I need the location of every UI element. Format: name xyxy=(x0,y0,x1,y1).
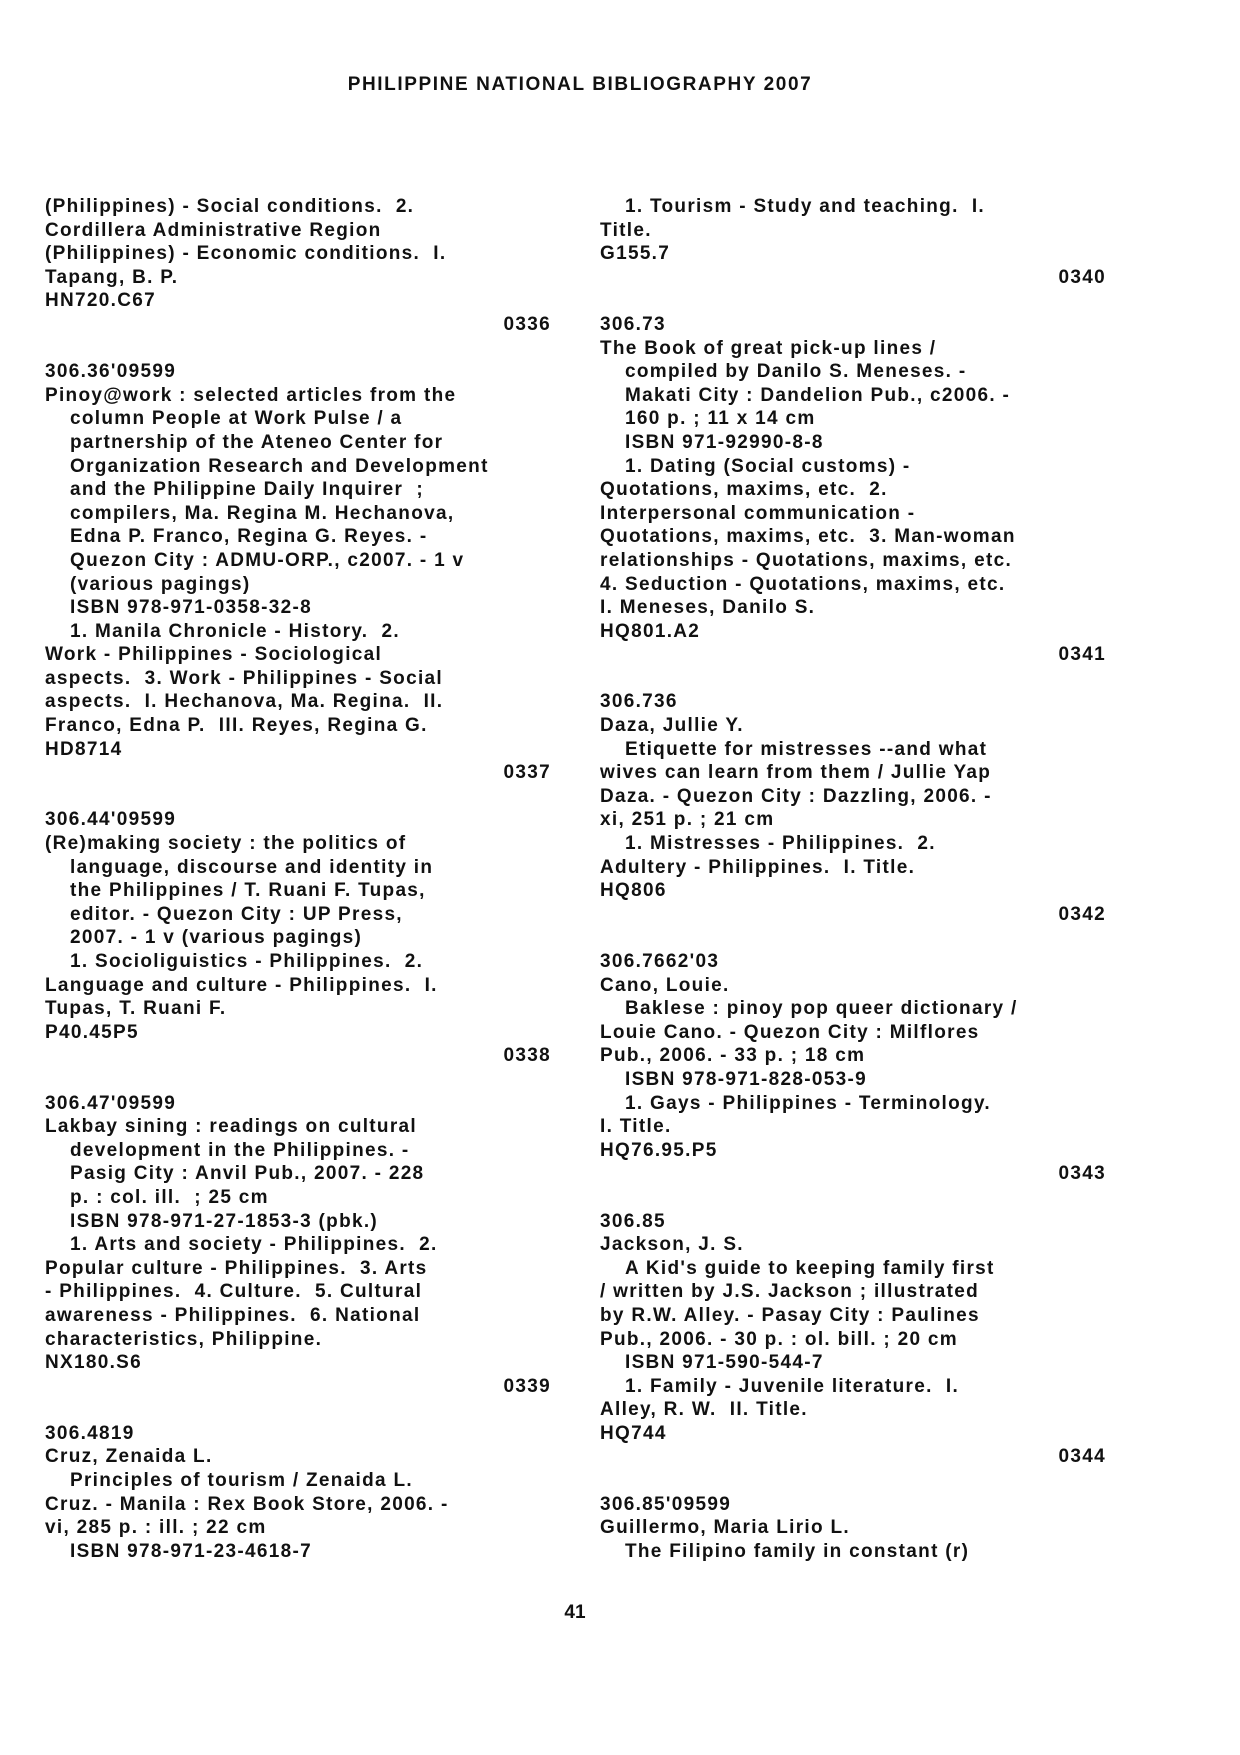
entry-line: (various pagings) xyxy=(70,573,251,595)
entry-gap xyxy=(45,1398,555,1422)
entry-line: development in the Philippines. - xyxy=(70,1139,410,1161)
entry-line: Organization Research and Development xyxy=(70,455,489,477)
entry-line: Title. xyxy=(600,219,652,241)
entry-line: by R.W. Alley. - Pasay City : Paulines xyxy=(600,1304,980,1326)
entry-line: Cruz, Zenaida L. xyxy=(45,1446,213,1468)
entry-line: G155.7 xyxy=(600,243,671,265)
entry-line: HQ76.95.P5 xyxy=(600,1139,718,1161)
entry-number: 0338 xyxy=(503,1045,551,1067)
entry-line: awareness - Philippines. 6. National xyxy=(45,1304,421,1326)
entry-number: 0343 xyxy=(1058,1163,1106,1185)
entry-line: ISBN 971-92990-8-8 xyxy=(625,431,824,453)
entry-number: 0337 xyxy=(503,762,551,784)
entry-line: ISBN 978-971-27-1853-3 (pbk.) xyxy=(70,1210,379,1232)
entry-line: Adultery - Philippines. I. Title. xyxy=(600,856,916,878)
entry-line: ISBN 971-590-544-7 xyxy=(625,1352,824,1374)
entry-number: 0341 xyxy=(1058,644,1106,666)
entry-line: HQ744 xyxy=(600,1422,667,1444)
entry-number: 0342 xyxy=(1058,903,1106,925)
entry-line: Baklese : pinoy pop queer dictionary / xyxy=(625,998,1018,1020)
entry-gap xyxy=(600,926,1110,950)
entry-line: language, discourse and identity in xyxy=(70,856,434,878)
entry-gap xyxy=(600,1469,1110,1493)
entry-line: 2007. - 1 v (various pagings) xyxy=(70,927,363,949)
entry-line: I. Meneses, Danilo S. xyxy=(600,597,816,619)
entry-line: 306.7662'03 xyxy=(600,951,720,972)
entry-gap xyxy=(600,289,1110,313)
entry-line: the Philippines / T. Ruani F. Tupas, xyxy=(70,880,426,902)
entry-line: 1. Manila Chronicle - History. 2. xyxy=(70,620,400,642)
entry-line: ISBN 978-971-0358-32-8 xyxy=(70,597,312,619)
entry-line: / written by J.S. Jackson ; illustrated xyxy=(600,1281,980,1303)
entry-line: 306.85 xyxy=(600,1210,666,1232)
entry-line: and the Philippine Daily Inquirer ; xyxy=(70,479,425,501)
entry-line: - Philippines. 4. Culture. 5. Cultural xyxy=(45,1281,423,1303)
entry-line: Jackson, J. S. xyxy=(600,1234,744,1256)
entry-line: 4. Seduction - Quotations, maxims, etc. xyxy=(600,573,1006,595)
entry-line: 1. Arts and society - Philippines. 2. xyxy=(70,1234,438,1256)
entry-line: 1. Socioliguistics - Philippines. 2. xyxy=(70,951,424,972)
entry-line: 306.85'09599 xyxy=(600,1493,732,1515)
entry-line: 1. Family - Juvenile literature. I. xyxy=(625,1375,960,1397)
entry-line: 306.47'09599 xyxy=(45,1092,177,1114)
entry-line: Tupas, T. Ruani F. xyxy=(45,998,227,1020)
entry-line: Language and culture - Philippines. I. xyxy=(45,974,438,996)
entry-line: Interpersonal communication - xyxy=(600,502,916,524)
entry-line: Quotations, maxims, etc. 2. xyxy=(600,479,888,501)
entry-line: Pasig City : Anvil Pub., 2007. - 228 xyxy=(70,1163,425,1185)
entry-line: Daza. - Quezon City : Dazzling, 2006. - xyxy=(600,785,992,807)
entry-line: p. : col. ill. ; 25 cm xyxy=(70,1186,269,1208)
entry-line: HQ806 xyxy=(600,880,667,902)
entry-line: 306.73 xyxy=(600,313,666,335)
entry-line: relationships - Quotations, maxims, etc. xyxy=(600,549,1013,571)
entry-number: 0339 xyxy=(503,1375,551,1397)
entry-line: A Kid's guide to keeping family first xyxy=(625,1257,995,1279)
entry-line: Louie Cano. - Quezon City : Milflores xyxy=(600,1021,980,1043)
entry-line: Makati City : Dandelion Pub., c2006. - xyxy=(625,384,1011,406)
entry-line: 160 p. ; 11 x 14 cm xyxy=(625,408,816,430)
entry-line: Popular culture - Philippines. 3. Arts xyxy=(45,1257,428,1279)
entry-line: NX180.S6 xyxy=(45,1352,143,1374)
page-number: 41 xyxy=(564,1602,586,1623)
entry-number: 0340 xyxy=(1058,266,1106,288)
entry-line: 1. Gays - Philippines - Terminology. xyxy=(625,1092,991,1114)
entry-line: 306.4819 xyxy=(45,1422,135,1444)
entry-line: compilers, Ma. Regina M. Hechanova, xyxy=(70,502,455,524)
entry-line: characteristics, Philippine. xyxy=(45,1328,323,1350)
entry-line: Franco, Edna P. III. Reyes, Regina G. xyxy=(45,715,428,737)
entry-line: 1. Dating (Social customs) - xyxy=(625,455,911,477)
entry-line: Quezon City : ADMU-ORP., c2007. - 1 v xyxy=(70,549,465,571)
page-header: PHILIPPINE NATIONAL BIBLIOGRAPHY 2007 xyxy=(347,74,813,95)
entry-line: Pub., 2006. - 30 p. : ol. bill. ; 20 cm xyxy=(600,1328,958,1350)
entry-line: The Book of great pick-up lines / xyxy=(600,337,937,359)
entry-line: editor. - Quezon City : UP Press, xyxy=(70,903,403,925)
entry-line: column People at Work Pulse / a xyxy=(70,408,403,430)
entry-line: Principles of tourism / Zenaida L. xyxy=(70,1470,413,1492)
entry-line: Work - Philippines - Sociological xyxy=(45,644,383,666)
entry-line: ISBN 978-971-23-4618-7 xyxy=(70,1540,312,1562)
entry-line: (Re)making society : the politics of xyxy=(45,833,407,855)
entry-line: compiled by Danilo S. Meneses. - xyxy=(625,361,967,383)
entry-gap xyxy=(45,785,555,809)
entry-line: Edna P. Franco, Regina G. Reyes. - xyxy=(70,526,428,548)
entry-line: ISBN 978-971-828-053-9 xyxy=(625,1068,867,1090)
entry-number: 0344 xyxy=(1058,1446,1106,1468)
entry-line: Quotations, maxims, etc. 3. Man-woman xyxy=(600,526,1016,548)
entry-line: Etiquette for mistresses --and what xyxy=(625,738,988,760)
entry-line: Pinoy@work : selected articles from the xyxy=(45,384,457,406)
entry-line: P40.45P5 xyxy=(45,1021,139,1043)
entry-line: Cordillera Administrative Region xyxy=(45,219,382,241)
entry-line: Guillermo, Maria Lirio L. xyxy=(600,1517,850,1539)
entry-line: Daza, Jullie Y. xyxy=(600,715,744,737)
left-column xyxy=(45,195,555,1563)
entry-line: wives can learn from them / Jullie Yap xyxy=(600,762,992,784)
entry-line: 1. Tourism - Study and teaching. I. xyxy=(625,196,985,217)
entry-line: Cruz. - Manila : Rex Book Store, 2006. - xyxy=(45,1493,449,1515)
entry-line: Pub., 2006. - 33 p. ; 18 cm xyxy=(600,1045,866,1067)
entry-gap xyxy=(600,667,1110,691)
entry-line: I. Title. xyxy=(600,1116,672,1138)
entry-line: vi, 285 p. : ill. ; 22 cm xyxy=(45,1517,267,1539)
entry-line: Alley, R. W. II. Title. xyxy=(600,1399,808,1421)
entry-line: HQ801.A2 xyxy=(600,620,701,642)
entry-line: Lakbay sining : readings on cultural xyxy=(45,1116,417,1138)
entry-line: The Filipino family in constant (r) xyxy=(625,1540,970,1562)
entry-number: 0336 xyxy=(503,313,551,335)
entry-line: 306.44'09599 xyxy=(45,809,177,831)
entry-gap xyxy=(45,1068,555,1092)
entry-gap xyxy=(45,337,555,361)
entry-line: aspects. 3. Work - Philippines - Social xyxy=(45,667,443,689)
entry-line: Cano, Louie. xyxy=(600,974,730,996)
entry-gap xyxy=(600,1186,1110,1210)
entry-line: Tapang, B. P. xyxy=(45,266,179,288)
entry-line: partnership of the Ateneo Center for xyxy=(70,431,444,453)
entry-line: 306.36'09599 xyxy=(45,361,177,383)
entry-line: xi, 251 p. ; 21 cm xyxy=(600,809,775,831)
entry-line: 306.736 xyxy=(600,691,678,713)
entry-line: aspects. I. Hechanova, Ma. Regina. II. xyxy=(45,691,444,713)
entry-line: 1. Mistresses - Philippines. 2. xyxy=(625,833,936,855)
entry-line: (Philippines) - Social conditions. 2. xyxy=(45,196,415,217)
entry-line: HD8714 xyxy=(45,738,123,760)
right-column xyxy=(600,195,1110,1563)
entry-line: (Philippines) - Economic conditions. I. xyxy=(45,243,447,265)
entry-line: HN720.C67 xyxy=(45,290,156,312)
